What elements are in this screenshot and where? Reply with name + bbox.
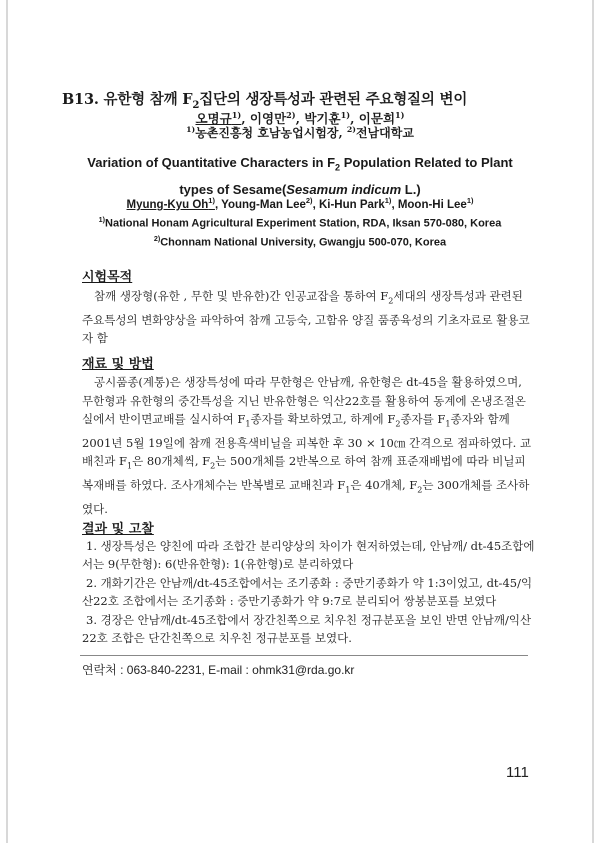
heading-objective: 시험목적 [82,270,133,285]
author-kr-4: 이문희$^{1)}$ [358,109,405,126]
title-english-line-2: types of Sesame(Sesamum indicum L.) [179,181,421,197]
author-en-1: Myung-Kyu Oh$^{1)}$ [126,196,215,211]
page-number: 111 [506,764,529,781]
heading-results: 결과 및 고찰 [82,522,154,537]
authors-korean: 오명규$^{1)}$, 이영만$^{2)}$, 박기훈$^{1)}$, 이문희$^{1)}$ [195,109,405,126]
author-en-3: Ki-Hun Park$^{1)}$ [318,196,392,211]
author-en-4: Moon-Hi Lee$^{1)}$ [397,196,474,211]
author-kr-1: 오명규$^{1)}$ [195,109,242,126]
results-list [82,537,535,648]
authors-english: Myung-Kyu Oh$^{1)}$, Young-Man Lee$^{2)}$, Ki-Hun Park$^{1)}$, Moon-Hi Lee$^{1)}$ [126,196,474,211]
result-item-2: 2. 개화기간은 안남깨/dt-45조합에서는 조기종화 : 중만기종화가 약 1:3이었고, dt-45/익산22호 조합에서는 조기종화 : 중만기종화가 약 9:7로 분리되어 쌍봉분포를 보였다 [82,576,533,608]
methods-paragraph: 공시품종(계통)은 생장특성에 따라 무한형은 안남깨, 유한형은 dt-45을 활용하였으며, 무한형과 유한형의 중간특성을 지닌 반유한형은 익산22호를 활용하여 동계에 온냉조절온실에서 반이면교배를 실시하여 $F_1$종자를 확보하였고, 하계에 $F_2$종자를 $F_1$종자와 함께 2001년 5월 19일에 참깨 전용흑색비닐을 피복한 후 30 × 10㎝ 간격으로 점파하였다. 교배친과 $F_1$은 80개체씩, $F_2$는 500개체를 2반복으로 하여 참깨 표준재배법에 따라 비닐피복재배를 하였다. 조사개체수는 반복별로 교배친과 $F_1$은 40개체, $F_2$는 300개체를 조사하였다. [82,375,532,516]
author-kr-3: 박기훈$^{1)}$ [304,109,351,126]
footer-divider [80,655,528,656]
affiliation-english-1: $^{1)}$National Honam Agricultural Experiment Station, RDA, Iksan 570-080, Korea [98,216,502,230]
affiliation-english-2: $^{2)}$Chonnam National University, Gwangju 500-070, Korea [153,235,447,249]
objective-paragraph: 참깨 생장형(유한 , 무한 및 반유한)간 인공교잡을 통하여 $F_2$세대의 생장특성과 관련된 주요특성의 변화양상을 파악하여 참깨 고등숙, 고함유 양질 품종육성의 기초자료로 활용코자 함 [82,289,530,346]
affiliation-korean: $^{1)}$농촌진흥청 호남농업시험장, $^{2)}$전남대학교 [186,125,414,140]
author-en-2: Young-Man Lee$^{2)}$ [221,196,313,211]
author-kr-2: 이영만$^{2)}$ [249,109,296,126]
contact-info: 연락처 : 063-840-2231, E-mail : ohmk31@rda.go.kr [82,663,355,677]
result-item-3: 3. 경장은 안남깨/dt-45조합에서 장간친쪽으로 치우친 정규분포을 보인 반면 안남깨/익산22호 조합은 단간친쪽으로 치우친 정규분포를 보였다. [82,613,532,645]
title-english [0,152,600,201]
title-korean: B13. 유한형 참깨 $F_2$집단의 생장특성과 관련된 주요형질의 변이 [62,91,468,111]
title-english-line-1: Variation of Quantitative Characters in $F_2$ Population Related to Plant [87,155,513,173]
result-item-1: 1. 생장특성은 양친에 따라 조합간 분리양상의 차이가 현저하였는데, 안남깨/ dt-45조합에서는 9(무한형): 6(반유한형): 1(유한형)로 분리하였다 [82,539,535,571]
heading-methods: 재료 및 방법 [82,357,154,372]
